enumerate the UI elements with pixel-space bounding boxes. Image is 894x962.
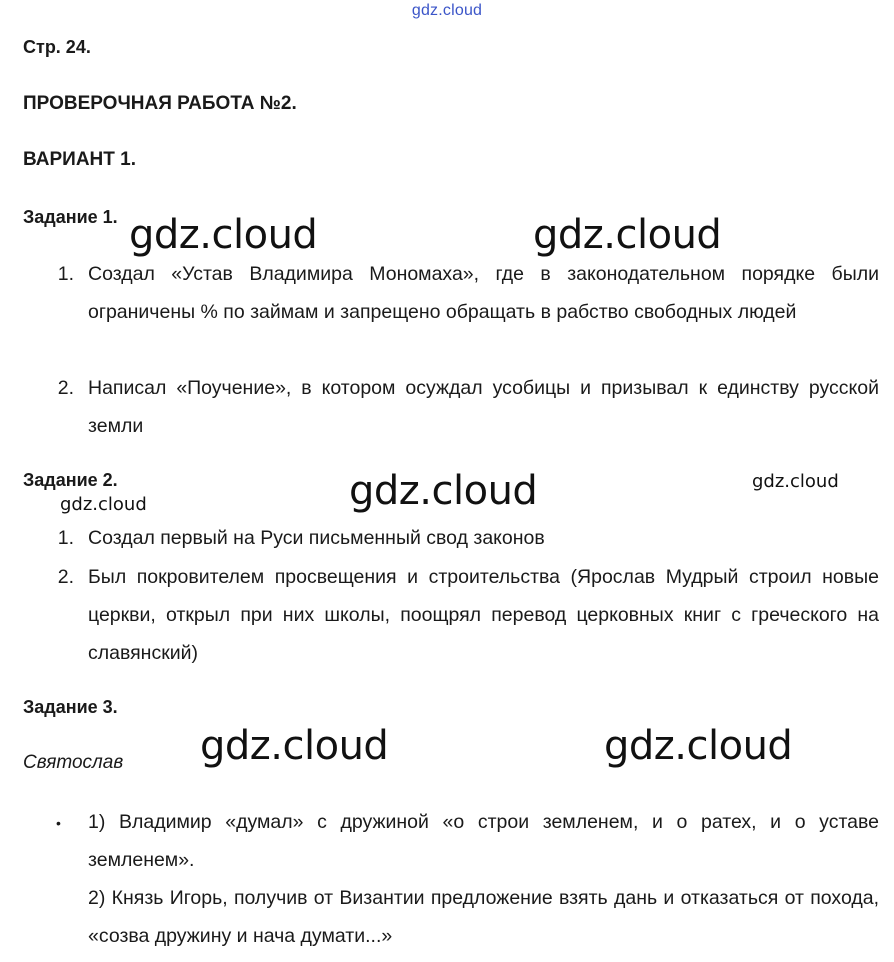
watermark: gdz.cloud xyxy=(752,471,839,492)
watermark: gdz.cloud xyxy=(60,494,147,515)
watermark: gdz.cloud xyxy=(349,468,538,514)
task2-item1-number: 1. xyxy=(57,527,74,549)
watermark: gdz.cloud xyxy=(129,212,318,258)
task3-answer: Святослав xyxy=(23,752,124,773)
task1-item2-text: Написал «Поучение», в котором осуждал усобицы и призывал к единству русской земли xyxy=(88,377,879,437)
task3-point1: 1) Владимир «думал» с дружиной «о строи земленем, и о ратех, и о уставе земленем». xyxy=(88,811,879,871)
task2-heading: Задание 2. xyxy=(23,470,118,490)
task2-item1-text: Создал первый на Руси письменный свод законов xyxy=(88,527,545,549)
watermark: gdz.cloud xyxy=(604,723,793,769)
task1-heading: Задание 1. xyxy=(23,207,118,227)
bullet-marker: • xyxy=(56,815,61,831)
page-label: Стр. 24. xyxy=(23,37,91,57)
variant-heading: ВАРИАНТ 1. xyxy=(23,149,136,170)
task2-item2-text: Был покровителем просвещения и строительства (Ярослав Мудрый строил новые церкви, открыл при них школы, поощрял перевод церковных книг с греческого на славянский) xyxy=(88,566,879,664)
task3-heading: Задание 3. xyxy=(23,697,118,717)
task1-item2-number: 2. xyxy=(57,377,74,399)
task2-item2-number: 2. xyxy=(57,566,74,588)
task3-point2: 2) Князь Игорь, получив от Византии предложение взять дань и отказаться от похода, «созва дружину и нача думати...» xyxy=(88,887,879,947)
watermark: gdz.cloud xyxy=(533,212,722,258)
task1-item1-number: 1. xyxy=(57,263,74,285)
watermark: gdz.cloud xyxy=(200,723,389,769)
work-title: ПРОВЕРОЧНАЯ РАБОТА №2. xyxy=(23,93,297,114)
top-watermark: gdz.cloud xyxy=(411,2,483,19)
task1-item1-text: Создал «Устав Владимира Мономаха», где в законодательном порядке были ограничены % по займам и запрещено обращать в рабство свободных людей xyxy=(88,263,879,323)
